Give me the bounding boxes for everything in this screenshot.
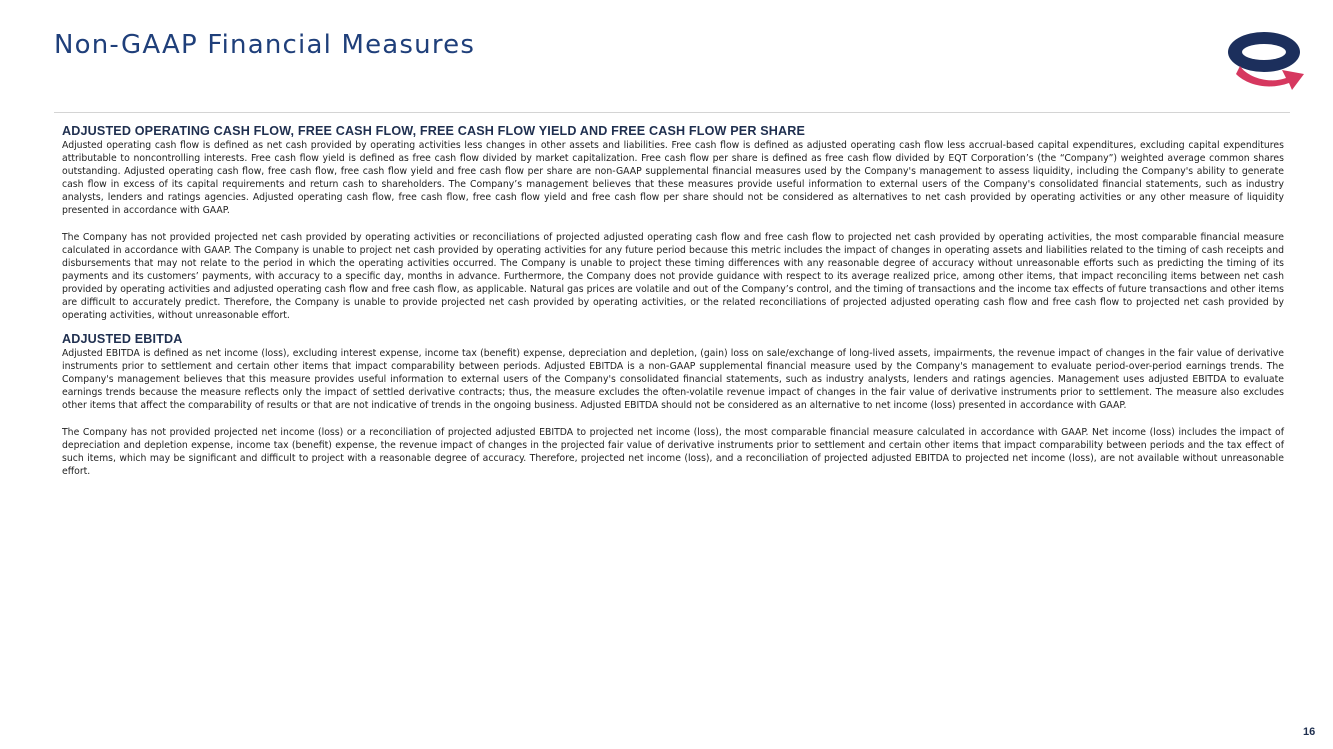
section-heading: ADJUSTED OPERATING CASH FLOW, FREE CASH FLOW, FREE CASH FLOW YIELD AND FREE CASH FLOW PER SHARE: [62, 124, 806, 138]
section-adjusted-ebitda: [62, 332, 1284, 478]
header-divider: [54, 112, 1290, 113]
paragraph: Adjusted EBITDA is defined as net income (loss), excluding interest expense, income tax (benefit) expense, depreciation and depletion, (gain) loss on sale/exchange of long-lived assets, impairments, the revenue impact of changes in the fair value of derivative instruments prior to settlement and certain other items that impact comparability between periods. Adjusted EBITDA is a non-GAAP supplemental financial measure used by the Company's management to evaluate period-over-period earnings trends. The Company's management believes that this measure provides useful information to external users of the Company's consolidated financial statements, such as industry analysts, lenders and ratings agencies. Management uses adjusted EBITDA to evaluate earnings trends because the measure reflects only the impact of settled derivative contracts; thus, the measure excludes the often-volatile revenue impact of changes in the fair value of derivative instruments prior to settlement. The measure also excludes other items that affect the comparability of results or that are not indicative of trends in the ongoing business. Adjusted EBITDA should not be considered as an alternative to net income (loss) presented in accordance with GAAP.: [62, 348, 1284, 411]
paragraph: The Company has not provided projected net income (loss) or a reconciliation of projected adjusted EBITDA to projected net income (loss), the most comparable financial measure calculated in accordance with GAAP. Net income (loss) includes the impact of depreciation and depletion expense, income tax (benefit) expense, the revenue impact of changes in the projected fair value of derivative instruments prior to settlement and certain other items that impact comparability between periods and the tax effect of such items, which may be significant and difficult to project with a reasonable degree of accuracy. Therefore, projected net income (loss), and a reconciliation of projected adjusted EBITDA to projected net income (loss), are not available without unreasonable effort.: [62, 427, 1284, 477]
section-cash-flow: [62, 124, 1284, 322]
paragraph: Adjusted operating cash flow is defined as net cash provided by operating activities less changes in other assets and liabilities. Free cash flow is defined as adjusted operating cash flow less accrual-based capital expenditures, excluding capital expenditures attributable to noncontrolling interests. Free cash flow yield is defined as free cash flow divided by market capitalization. Free cash flow per share is defined as free cash flow divided by EQT Corporation’s (the “Company”) weighted average common shares outstanding. Adjusted operating cash flow, free cash flow, free cash flow yield and free cash flow per share are non-GAAP supplemental financial measures used by the Company's management to assess liquidity, including the Company's ability to generate cash flow in excess of its capital requirements and return cash to shareholders. The Company’s management believes that these measures provide useful information to external users of the Company's consolidated financial statements, such as industry analysts, lenders and ratings agencies. Adjusted operating cash flow, free cash flow, free cash flow yield and free cash flow per share should not be considered as alternatives to net cash provided by operating activities or any other measure of liquidity presented in accordance with GAAP.: [62, 140, 1284, 216]
page-title: Non-GAAP Financial Measures: [54, 30, 476, 60]
section-heading: ADJUSTED EBITDA: [62, 332, 183, 346]
eqt-logo-icon: [1226, 28, 1306, 92]
paragraph: The Company has not provided projected net cash provided by operating activities or reconciliations of projected adjusted operating cash flow and free cash flow to projected net cash provided by operating activities, the most comparable financial measure calculated in accordance with GAAP. The Company is unable to project net cash provided by operating activities for any future period because this metric includes the impact of changes in operating assets and liabilities related to the timing of cash receipts and disbursements that may not relate to the period in which the operating activities occurred. The Company is unable to project these timing differences with any reasonable degree of accuracy without unreasonable efforts such as predicting the timing of its payments and its customers’ payments, with accuracy to a specific day, months in advance. Furthermore, the Company does not provide guidance with respect to its average realized price, among other items, that impact reconciling items between net cash provided by operating activities and adjusted operating cash flow and free cash flow, as applicable. Natural gas prices are volatile and out of the Company’s control, and the timing of transactions and the income tax effects of future transactions and other items are difficult to accurately predict. Therefore, the Company is unable to provide projected net cash provided by operating activities, or the related reconciliations of projected adjusted operating cash flow and free cash flow to projected net cash provided by operating activities, without unreasonable effort.: [62, 232, 1284, 321]
page-number: 16: [1303, 726, 1316, 738]
main-content: [62, 124, 1284, 478]
